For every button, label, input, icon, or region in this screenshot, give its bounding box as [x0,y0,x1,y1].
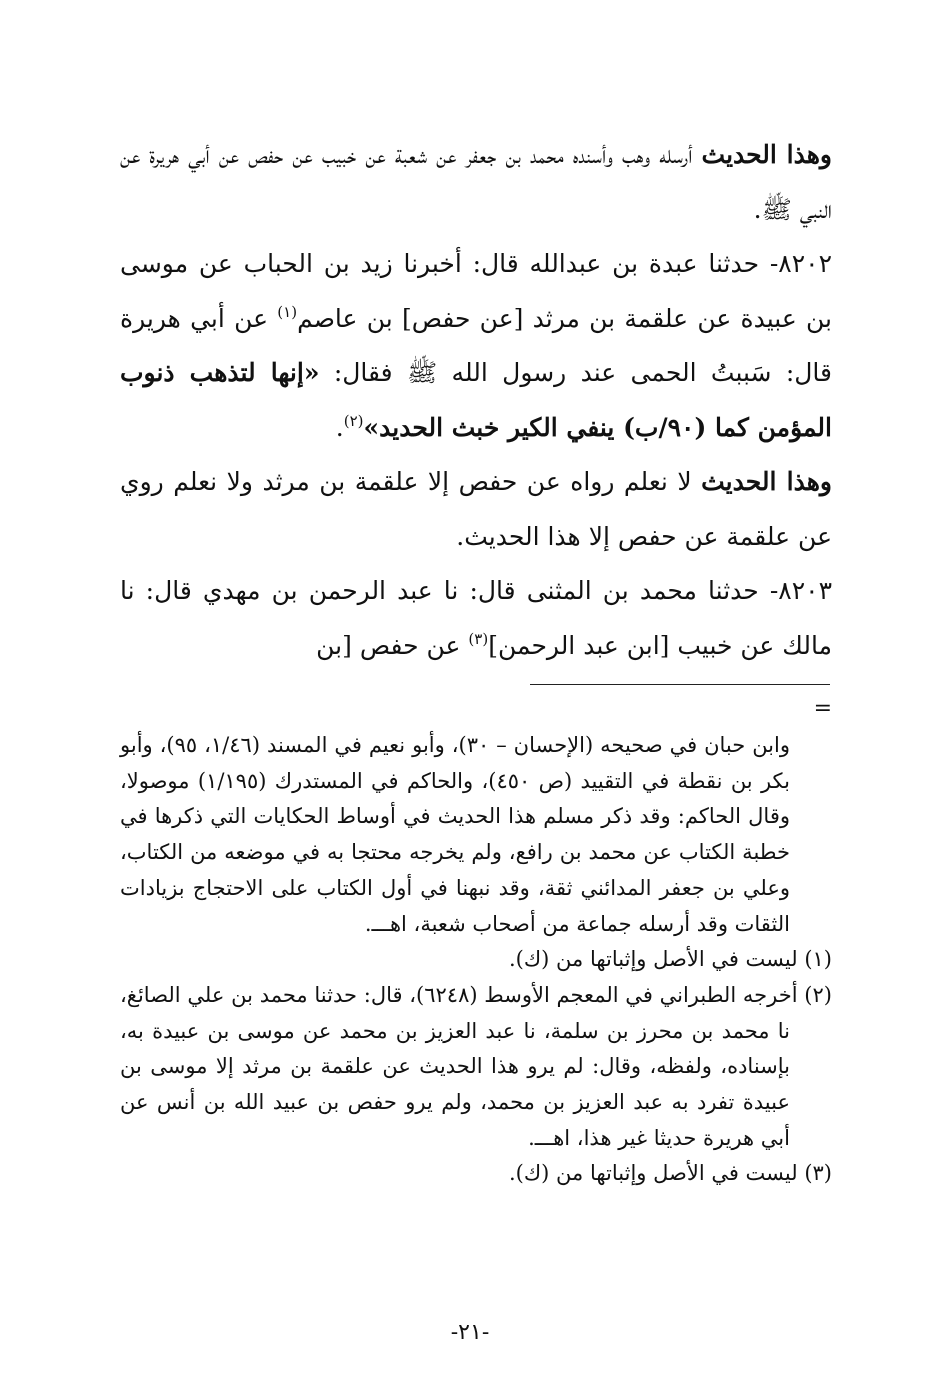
hadith-text: عن أبي هريرة قال: سَببتُ الحمى عند رسول الله ﷺ فقال: [120,303,832,387]
footnote-ref-3: (٣) [468,629,489,648]
hadith-8203 [120,564,832,673]
hadith-text: ٨٢٠٢- حدثنا عبدة بن عبدالله قال: أخبرنا زيد بن الحباب عن موسى بن عبيدة عن علقمة بن مرثد [عن حفص] بن عاصم [120,249,832,333]
main-text [120,128,832,673]
paragraph-commentary-1 [120,128,832,237]
paragraph-text: لا نعلم رواه عن حفص إلا علقمة بن مرثد ولا نعلم روي عن علقمة عن حفص إلا هذا الحديث. [120,467,832,551]
footnote-ref-2: (٢) [343,411,364,430]
footnote-separator [530,684,830,685]
footnotes [120,728,832,1192]
page-number: -٢١- [450,1320,490,1345]
footnote-ref-1: (١) [277,302,298,321]
paragraph-commentary-2 [120,455,832,564]
footnote-continuation-mark: = [813,696,832,721]
footnote-2: (٢) أخرجه الطبراني في المعجم الأوسط (٦٢٤٨)، قال: حدثنا محمد بن علي الصائغ، نا محمد بن محرز بن سلمة، نا عبد العزيز بن محمد عن موسى بن عبيدة به، بإسناده، ولفظه، وقال: لم يرو هذا الحديث عن علقمة بن مرثد إلا موسى بن عبيدة تفرد به عبد العزيز بن محمد، ولم يرو حفص بن عبيد الله بن أنس عن أبي هريرة حديثا غير هذا، اهـــ. [120,982,832,1150]
hadith-matn: «إنها لتذهب ذنوب المؤمن كما (٩٠/ب) ينفي الكير خبث الحديد» [120,358,832,442]
footnote-3: (٣) ليست في الأصل وإثباتها من (ك). [509,1161,832,1186]
footnote-continued: وابن حبان في صحيحه (الإحسان – ٣٠)، وأبو نعيم في المسند (١/٤٦، ٩٥)، وأبو بكر بن نقطة في التقييد (ص ٤٥٠)، والحاكم في المستدرك (١/١٩٥) موصولا، وقال الحاكم: وقد ذكر مسلم هذا الحديث في أوساط الحكايات التي ذكرها في خطبة الكتاب عن محمد بن رافع، ولم يخرجه محتجا به في موضعه من الكتاب، وعلي بن جعفر المدائني ثقة، وقد نبهنا في أول الكتاب على الاحتجاج بزيادات الثقات وقد أرسله جماعة من أصحاب شعبة، اهـــ. [120,733,790,936]
footnote-1: (١) ليست في الأصل وإثباتها من (ك). [509,947,832,972]
bold-lead-phrase: وهذا الحديث [701,467,832,496]
hadith-text: عن حفص [بن [316,630,469,660]
hadith-text-end: . [335,412,344,442]
bold-lead-phrase: وهذا الحديث [701,140,832,169]
hadith-8202 [120,237,832,455]
hadith-text: ٨٢٠٣- حدثنا محمد بن المثنى قال: نا عبد الرحمن بن مهدي قال: نا مالك عن خبيب [ابن عبد الرحمن] [120,576,832,660]
paragraph-text: أرسله وهب وأسنده محمد بن جعفر عن شعبة عن خبيب عن حفص عن أبي هريرة عن النبي ﷺ. [120,140,832,224]
